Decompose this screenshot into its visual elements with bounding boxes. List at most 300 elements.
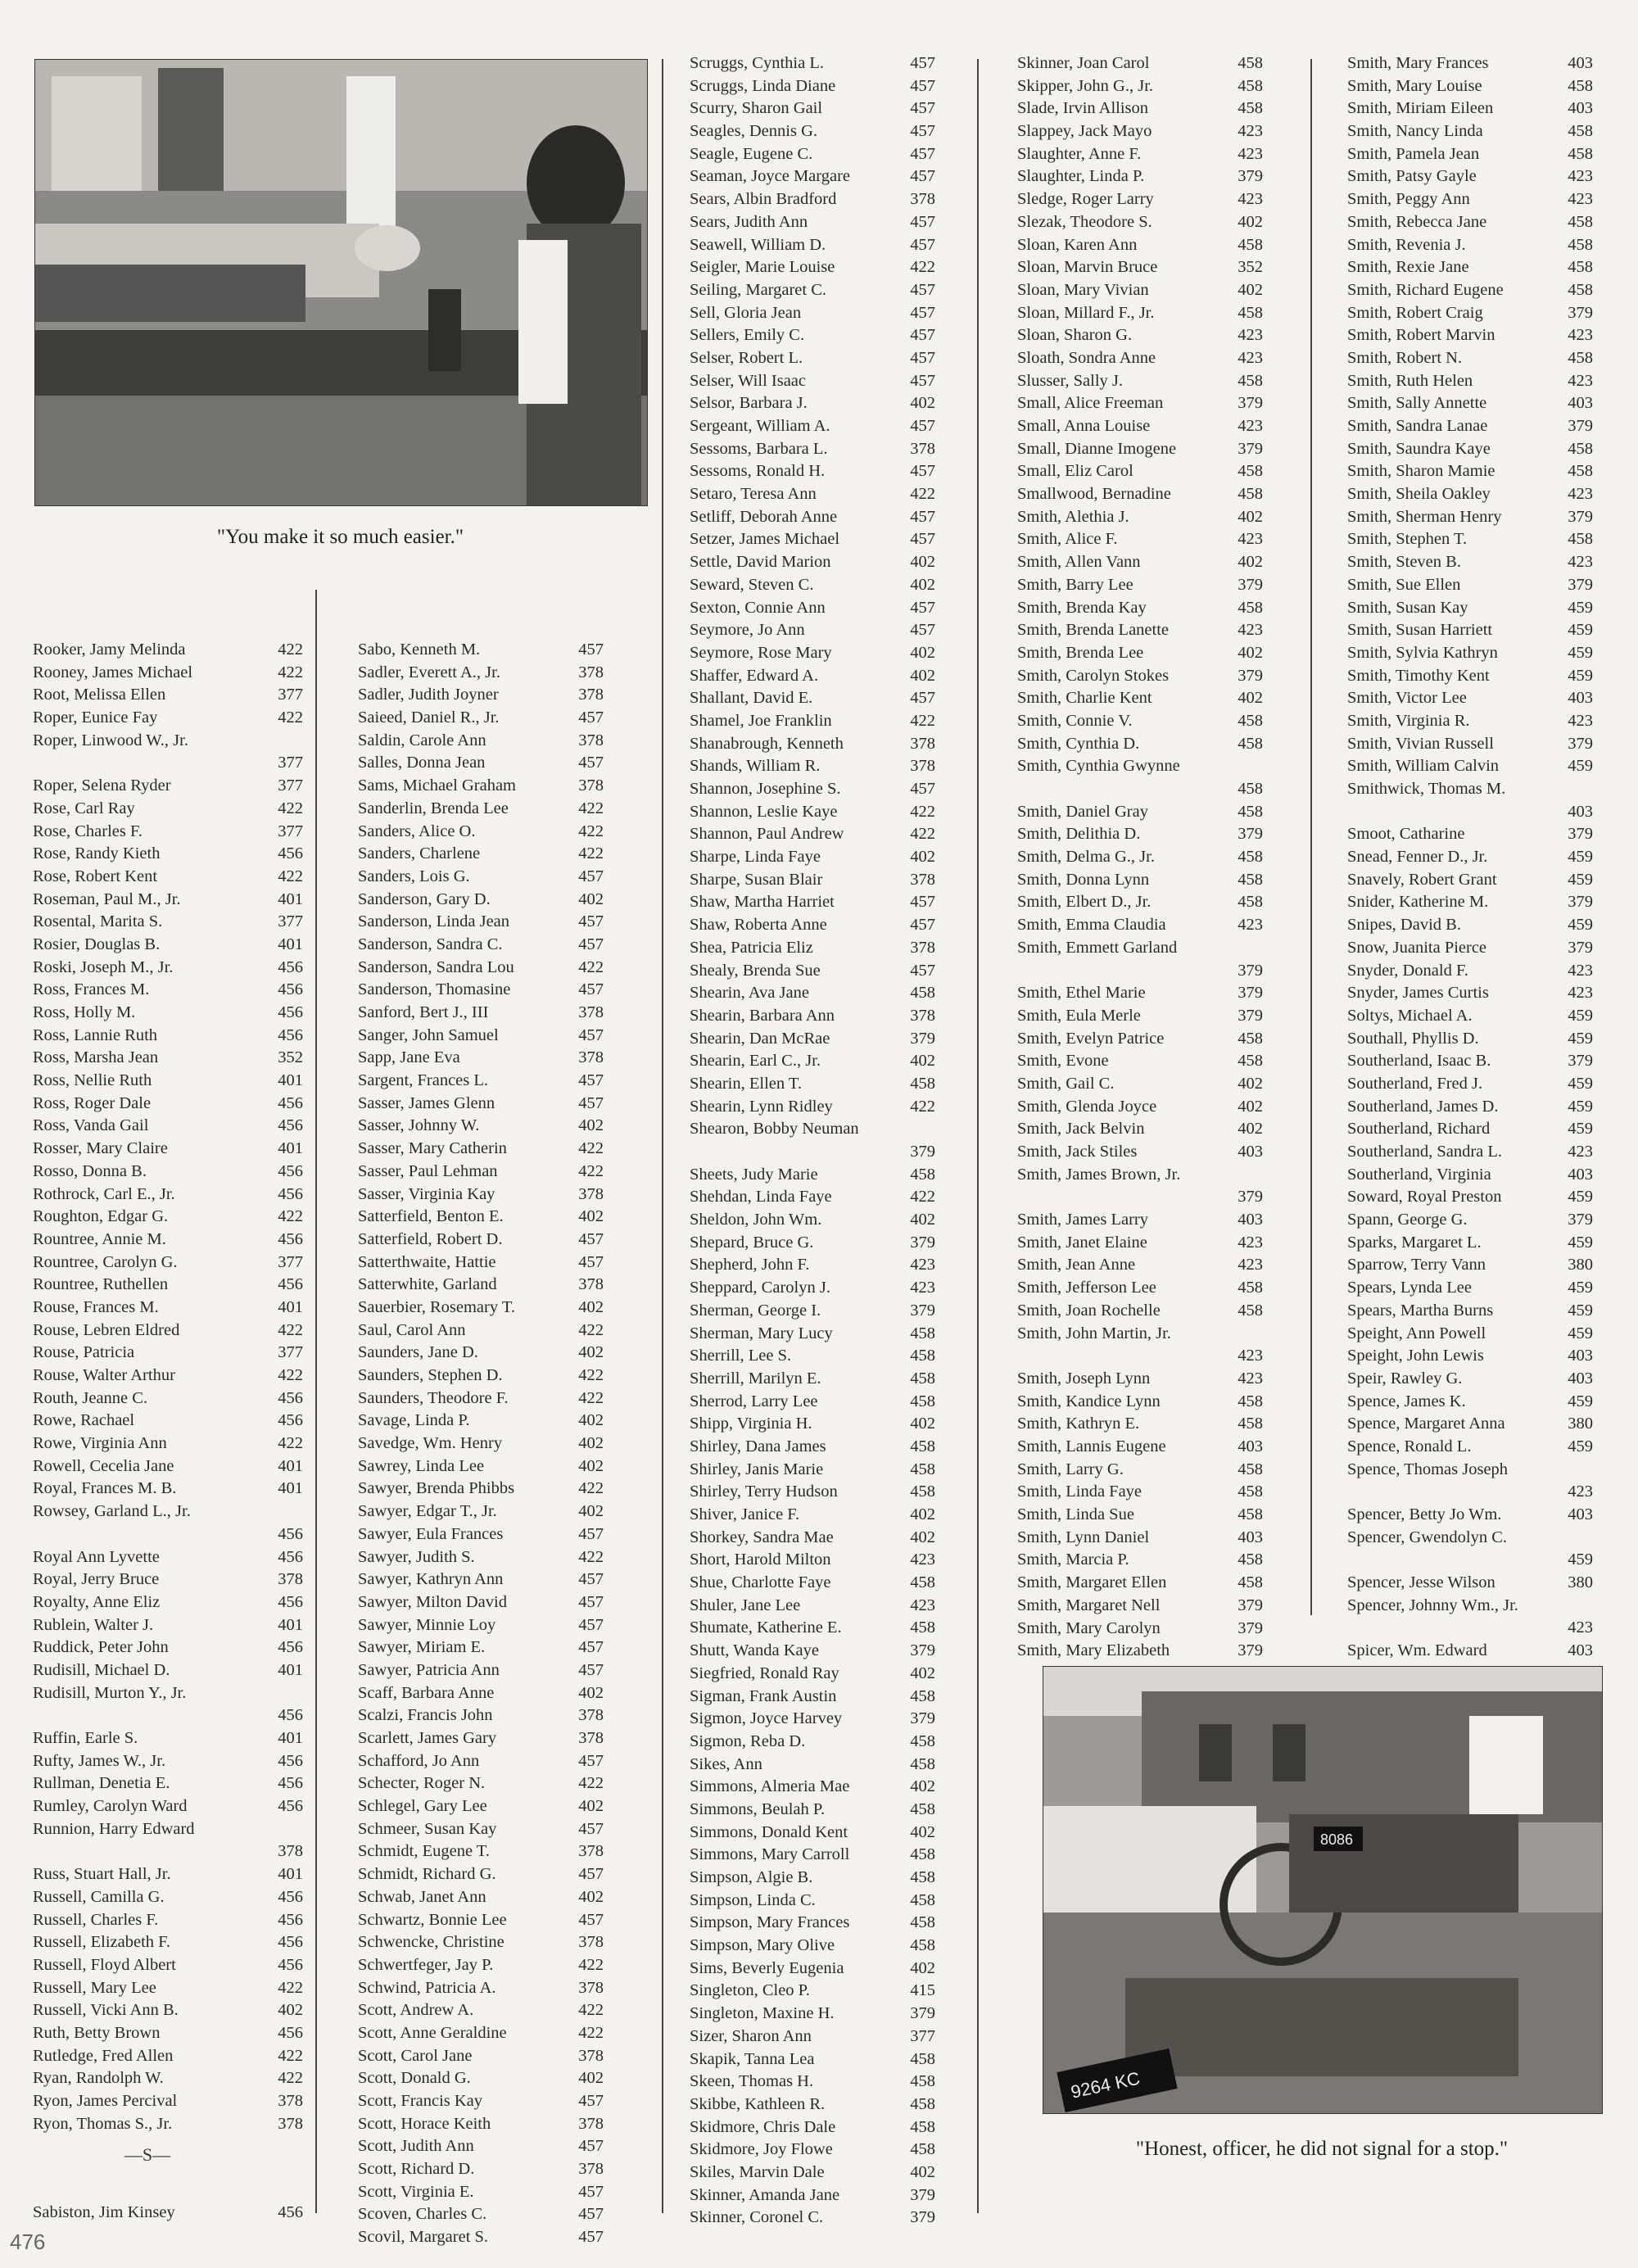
index-entry [1347,460,1593,483]
index-entry [690,460,935,483]
entry-page: 402 [578,1887,604,1906]
index-entry [1017,642,1263,665]
index-entry [690,1254,935,1277]
index-entry [690,710,935,733]
entry-name: Scovil, Margaret S. [358,2228,489,2247]
entry-name: Skapik, Tanna Lea [690,2049,815,2068]
index-entry [1347,392,1593,415]
entry-name: Shiver, Janice F. [690,1505,800,1524]
index-entry [33,798,303,821]
entry-name: Shearin, Lynn Ridley [690,1097,833,1116]
entry-page: 402 [910,1211,935,1229]
entry-page: 457 [910,280,935,299]
entry-page: 459 [1568,757,1593,776]
index-entry [1347,1640,1593,1663]
index-entry [358,1070,604,1093]
entry-page: 423 [1238,1256,1263,1274]
entry-name: Sheppard, Carolyn J. [690,1279,830,1297]
entry-name: Smith, Evone [1017,1052,1109,1071]
entry-page: 402 [1238,507,1263,526]
index-entry [1347,188,1593,211]
entry-name: Spence, James K. [1347,1392,1466,1410]
index-entry [1347,1186,1593,1209]
entry-name: Shearin, Dan McRae [690,1029,830,1048]
entry-page: 403 [1568,1369,1593,1388]
entry-page: 402 [578,1297,604,1316]
entry-name: Saunders, Jane D. [358,1343,478,1362]
entry-name: Smith, Alethia J. [1017,507,1129,526]
entry-name: Sigmon, Joyce Harvey [690,1709,843,1728]
entry-name: Rooney, James Michael [33,663,193,681]
index-entry [358,1433,604,1455]
entry-name: Sparrow, Terry Vann [1347,1256,1486,1274]
entry-name: Smith, Mary Frances [1347,54,1489,72]
entry-name: Sloan, Sharon G. [1017,326,1133,345]
entry-page: 422 [578,844,604,863]
index-entry [1017,1096,1263,1119]
entry-page: 457 [910,348,935,367]
entry-name: Slusser, Sally J. [1017,371,1124,390]
index-entry [1347,687,1593,710]
entry-name: Smith, Sue Ellen [1347,575,1461,594]
index-entry [690,75,935,98]
index-entry [1347,778,1593,823]
entry-page: 458 [1238,711,1263,730]
entry-page: 457 [578,1751,604,1770]
entry-name: Smith, Richard Eugene [1347,280,1504,299]
entry-name: Sawyer, Milton David [358,1592,507,1611]
entry-name: Smith, Jefferson Lee [1017,1279,1156,1297]
entry-page: 423 [1238,348,1263,367]
entry-page: 423 [1238,326,1263,345]
index-column-3 [690,52,935,2230]
entry-name: Smith, Saundra Kaye [1347,439,1491,458]
index-entry [1347,1209,1593,1232]
entry-name: Slappey, Jack Mayo [1017,122,1152,141]
entry-name: Sanders, Alice O. [358,822,476,840]
entry-page: 458 [1568,280,1593,299]
index-entry [358,1478,604,1501]
index-entry [690,2162,935,2184]
entry-page: 458 [1568,439,1593,458]
index-entry [1347,1459,1593,1504]
entry-page: 379 [1238,1188,1263,1206]
entry-name: Slaughter, Linda P. [1017,167,1145,186]
entry-page: 458 [1568,235,1593,254]
index-entry [690,1186,935,1209]
entry-page: 422 [278,1434,303,1453]
entry-page: 403 [1568,1641,1593,1660]
entry-page: 379 [910,1709,935,1728]
entry-page: 458 [1238,598,1263,617]
entry-name: Spears, Martha Burns [1347,1301,1494,1320]
index-entry [358,1636,604,1659]
entry-name: Runnion, Harry Edward [33,1819,195,1838]
entry-name: Shearin, Barbara Ann [690,1006,835,1025]
entry-page: 423 [1238,190,1263,209]
index-entry [33,889,303,912]
index-entry [358,1229,604,1252]
index-entry [33,1591,303,1614]
index-entry [1347,1436,1593,1459]
index-entry [1017,97,1263,120]
entry-page: 458 [910,1732,935,1750]
entry-name: Spencer, Betty Jo Wm. [1347,1505,1502,1524]
entry-page: 457 [910,99,935,118]
entry-page: 422 [578,1366,604,1384]
entry-name: Saul, Carol Ann [358,1320,466,1339]
entry-name: Smith, Connie V. [1017,711,1133,730]
entry-name: Smith, Sheila Oakley [1347,485,1491,504]
entry-name: Slezak, Theodore S. [1017,212,1152,231]
entry-page: 456 [278,1751,303,1770]
entry-name: Sanders, Lois G. [358,867,470,885]
index-entry [690,1708,935,1731]
entry-page: 379 [1568,1211,1593,1229]
entry-page: 457 [910,530,935,549]
entry-name: Selser, Robert L. [690,348,803,367]
index-entry [1347,733,1593,756]
entry-page: 377 [278,1343,303,1362]
entry-name: Shaw, Martha Harriet [690,893,835,912]
entry-name: Satterfield, Benton E. [358,1207,504,1226]
entry-name: Shirley, Terry Hudson [690,1483,838,1501]
entry-page: 379 [1238,1596,1263,1614]
index-entry [690,1617,935,1640]
entry-name: Smith, Jean Anne [1017,1256,1136,1274]
entry-name: Smith, John Martin, Jr. [1017,1324,1171,1342]
index-entry [358,889,604,912]
entry-page: 458 [910,1165,935,1184]
index-entry [1347,211,1593,234]
index-entry [1017,528,1263,551]
entry-page: 457 [578,708,604,727]
index-entry [1017,1300,1263,1323]
index-entry [358,1184,604,1206]
index-entry [1017,1618,1263,1641]
index-entry [33,684,303,707]
entry-name: Smith, Nancy Linda [1347,122,1483,141]
entry-name: Small, Eliz Carol [1017,462,1133,481]
entry-page: 402 [578,1456,604,1475]
entry-name: Sloath, Sondra Anne [1017,348,1156,367]
entry-page: 352 [278,1048,303,1067]
entry-name: Ryon, Thomas S., Jr. [33,2114,173,2133]
entry-page: 457 [910,144,935,163]
entry-name: Southerland, Sandra L. [1347,1143,1503,1161]
entry-name: Royal, Frances M. B. [33,1479,177,1498]
index-entry [690,52,935,75]
entry-page: 423 [910,1550,935,1569]
index-entry [1017,846,1263,869]
entry-name: Ruffin, Earle S. [33,1729,138,1748]
entry-name: Sabiston, Jim Kinsey [33,2203,175,2221]
entry-name: Selser, Will Isaac [690,371,806,390]
license-plate-text-2: 9264 KC [1069,2067,1143,2103]
index-entry [358,911,604,934]
index-entry [1017,347,1263,370]
entry-page: 379 [910,1029,935,1048]
entry-page: 378 [578,731,604,749]
entry-name: Sanderson, Sandra C. [358,935,503,953]
index-entry [1347,1413,1593,1436]
index-entry [1347,1595,1593,1640]
entry-name: Seagle, Eugene C. [690,144,813,163]
index-entry [358,1750,604,1773]
entry-name: Smith, Delma G., Jr. [1017,848,1155,867]
entry-page: 456 [278,1547,303,1566]
index-entry [358,1614,604,1637]
index-entry [33,2202,303,2225]
index-entry [690,1640,935,1663]
index-entry [1017,1640,1263,1663]
index-entry [358,1523,604,1546]
entry-name: Scott, Francis Kay [358,2092,483,2110]
index-entry [1017,1572,1263,1595]
index-entry [358,752,604,775]
entry-name: Sadler, Judith Joyner [358,686,499,704]
entry-name: Sauerbier, Rosemary T. [358,1297,515,1316]
entry-page: 402 [910,848,935,867]
index-entry [358,1320,604,1342]
entry-page: 458 [1238,1460,1263,1478]
entry-name: Sanderson, Gary D. [358,890,491,908]
entry-name: Simmons, Donald Kent [690,1822,848,1841]
index-entry [690,1413,935,1436]
index-entry [33,866,303,889]
index-entry [690,528,935,551]
entry-page: 458 [910,984,935,1003]
index-entry [690,1890,935,1913]
index-entry [1347,370,1593,393]
entry-name: Saieed, Daniel R., Jr. [358,708,500,727]
entry-page: 378 [578,2046,604,2065]
entry-page: 422 [278,1366,303,1385]
entry-name: Sawyer, Kathryn Ann [358,1570,504,1589]
entry-page: 457 [578,641,604,659]
entry-name: Smith, Rexie Jane [1347,258,1469,277]
entry-page: 457 [578,1524,604,1543]
entry-name: Savage, Linda P. [358,1411,470,1430]
entry-page: 458 [1568,122,1593,141]
index-entry [1347,1254,1593,1277]
index-entry [1347,234,1593,257]
index-entry [1347,506,1593,529]
entry-name: Smith, Margaret Ellen [1017,1573,1167,1592]
index-entry [358,707,604,730]
entry-page: 402 [910,2162,935,2181]
index-entry [690,1549,935,1572]
entry-name: Seymore, Jo Ann [690,621,805,640]
entry-name: Smith, Patsy Gayle [1347,167,1477,186]
entry-name: Sanford, Bert J., III [358,1003,489,1021]
index-entry [358,1161,604,1184]
index-entry [358,1388,604,1410]
entry-page: 458 [1238,235,1263,254]
entry-name: Snyder, Donald F. [1347,961,1468,980]
entry-page: 422 [910,711,935,730]
entry-name: Satterthwaite, Hattie [358,1252,496,1271]
entry-page: 379 [1568,417,1593,435]
index-entry [690,1300,935,1323]
entry-name: Smith, Linda Sue [1017,1505,1134,1524]
entry-name: Smith, Sherman Henry [1347,507,1502,526]
index-entry [358,1546,604,1569]
index-entry [1017,483,1263,506]
index-entry [33,1727,303,1750]
entry-page: 379 [1568,575,1593,594]
index-entry [690,1731,935,1754]
entry-page: 458 [1238,76,1263,95]
entry-name: Seigler, Marie Louise [690,258,835,277]
entry-page: 456 [278,980,303,999]
entry-name: Sherrill, Lee S. [690,1347,792,1365]
entry-name: Rowe, Virginia Ann [33,1434,167,1453]
entry-name: Roseman, Paul M., Jr. [33,890,181,908]
index-entry [1017,1277,1263,1300]
entry-name: Ross, Marsha Jean [33,1048,159,1067]
index-entry [358,1772,604,1795]
entry-name: Sears, Albin Bradford [690,190,837,209]
blood-donation-illustration [35,60,647,505]
index-entry [1347,1232,1593,1255]
index-entry [690,2003,935,2026]
entry-name: Russell, Floyd Albert [33,1955,176,1974]
index-entry [690,506,935,529]
entry-page: 423 [1238,916,1263,935]
index-entry [690,846,935,869]
entry-page: 422 [578,799,604,817]
index-entry [690,1844,935,1867]
entry-page: 422 [578,957,604,976]
index-entry [358,2158,604,2181]
index-entry [33,1931,303,1954]
entry-name: Shallant, David E. [690,689,813,708]
entry-page: 380 [1568,1256,1593,1274]
index-entry [358,1727,604,1750]
entry-page: 423 [1568,1618,1593,1637]
entry-page: 457 [910,780,935,798]
entry-name: Sawyer, Miriam E. [358,1638,486,1657]
entry-page: 402 [578,1502,604,1521]
entry-name: Rosso, Donna B. [33,1161,147,1180]
index-entry [33,1047,303,1070]
entry-name: Rowell, Cecelia Jane [33,1456,174,1475]
entry-page: 402 [578,1116,604,1135]
entry-name: Rooker, Jamy Melinda [33,641,186,659]
entry-name: Sheldon, John Wm. [690,1211,822,1229]
entry-page: 459 [1568,598,1593,617]
entry-page: 456 [278,1003,303,1022]
entry-page: 458 [1238,848,1263,867]
entry-name: Sanderlin, Brenda Lee [358,799,509,817]
entry-name: Royalty, Anne Eliz [33,1592,161,1611]
index-entry [1347,1277,1593,1300]
index-entry [1347,982,1593,1005]
entry-page: 422 [278,867,303,885]
entry-name: Smith, James Larry [1017,1211,1148,1229]
entry-name: Seward, Steven C. [690,575,814,594]
index-entry [690,1980,935,2003]
entry-page: 401 [278,1615,303,1634]
entry-page: 402 [1238,1074,1263,1093]
entry-name: Smith, Timothy Kent [1347,666,1490,685]
entry-name: Sherrod, Larry Lee [690,1392,818,1410]
entry-name: Sawyer, Judith S. [358,1547,475,1566]
top-photo-caption: "You make it so much easier." [216,526,464,548]
entry-name: Sawyer, Eula Frances [358,1524,504,1543]
index-entry [1017,597,1263,620]
entry-name: Rouse, Frances M. [33,1297,159,1316]
entry-page: 458 [1238,734,1263,753]
entry-name: Sims, Beverly Eugenia [690,1958,844,1977]
entry-name: Shands, William R. [690,757,821,776]
index-entry [358,2226,604,2249]
entry-page: 379 [1238,1641,1263,1660]
entry-name: Scott, Donald G. [358,2069,471,2088]
index-entry [690,1345,935,1368]
entry-name: Sadler, Everett A., Jr. [358,663,500,681]
column-rule-1 [315,590,317,2213]
entry-name: Satterfield, Robert D. [358,1229,503,1248]
entry-name: Southerland, Richard [1347,1120,1491,1139]
index-entry [1017,506,1263,529]
entry-page: 458 [1238,485,1263,504]
entry-page: 379 [910,1233,935,1252]
entry-page: 378 [578,1842,604,1861]
entry-page: 402 [910,1415,935,1433]
entry-name: Snavely, Robert Grant [1347,870,1497,889]
index-entry [1017,392,1263,415]
entry-page: 457 [910,598,935,617]
bottom-photo [1043,1666,1603,2114]
entry-page: 402 [1238,643,1263,662]
entry-page: 457 [578,1819,604,1838]
entry-name: Soltys, Michael A. [1347,1006,1473,1025]
entry-page: 402 [1238,280,1263,299]
index-entry [1017,733,1263,756]
index-entry [690,324,935,347]
index-entry [1347,597,1593,620]
entry-name: Shuler, Jane Lee [690,1596,801,1614]
entry-page: 352 [1238,258,1263,277]
entry-name: Spence, Ronald L. [1347,1437,1472,1455]
index-entry [690,1504,935,1527]
entry-name: Shea, Patricia Eliz [690,938,813,957]
entry-name: Sherman, George I. [690,1301,821,1320]
entry-name: Sherrill, Marilyn E. [690,1369,821,1388]
index-entry [690,1595,935,1618]
entry-page: 456 [278,2203,303,2221]
index-entry [690,755,935,778]
entry-name: Shearin, Earl C., Jr. [690,1052,821,1071]
entry-page: 379 [1238,167,1263,186]
entry-name: Spencer, Johnny Wm., Jr. [1347,1596,1518,1614]
index-entry [1347,1164,1593,1187]
entry-name: Skibbe, Kathleen R. [690,2094,826,2113]
entry-name: Sasser, Virginia Kay [358,1184,495,1203]
entry-page: 423 [1238,530,1263,549]
entry-name: Rothrock, Carl E., Jr. [33,1184,175,1203]
entry-page: 402 [278,2001,303,2020]
entry-name: Smith, Margaret Nell [1017,1596,1161,1614]
index-entry [690,665,935,688]
entry-page: 402 [910,553,935,572]
entry-name: Shannon, Josephine S. [690,780,841,798]
entry-name: Snow, Juanita Pierce [1347,938,1487,957]
index-entry [1347,1391,1593,1414]
entry-page: 458 [910,1890,935,1909]
